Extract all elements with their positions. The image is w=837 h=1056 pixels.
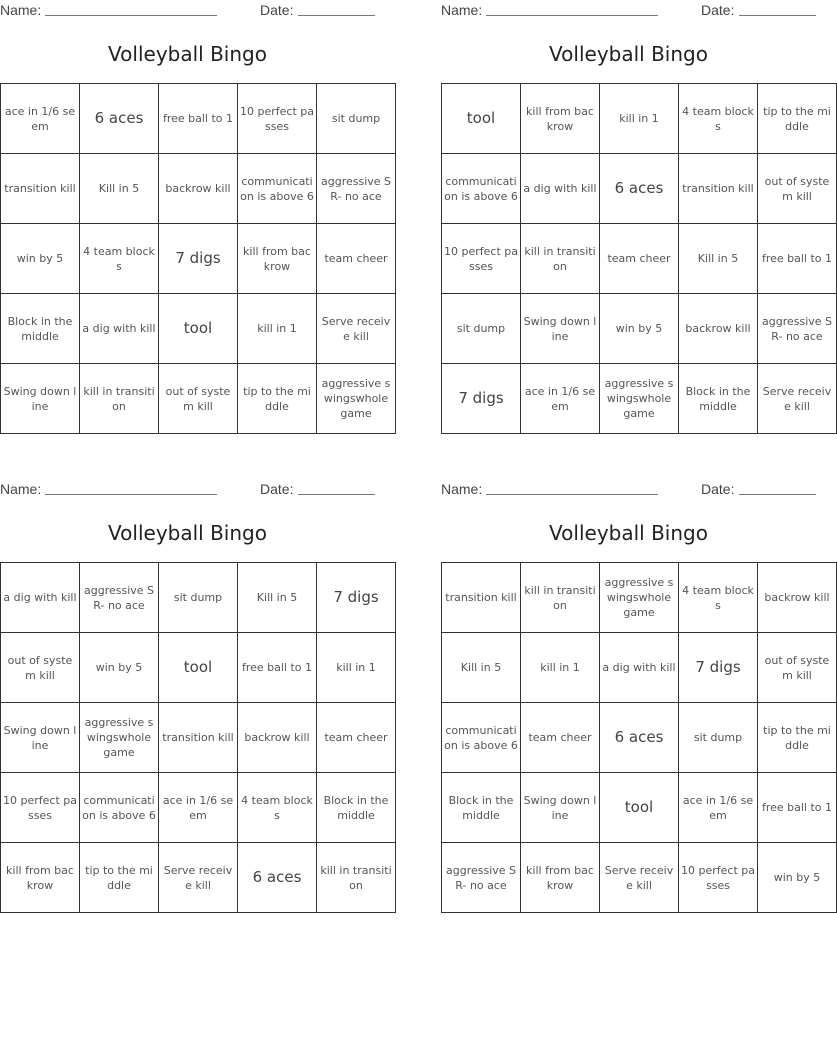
card-header [441,0,816,22]
date-blank-line[interactable] [298,15,375,16]
bingo-cell: kill in transition [317,843,396,913]
bingo-cell: free ball to 1 [159,84,238,154]
bingo-cell: 6 aces [80,84,159,154]
bingo-cell: Block in the middle [1,294,80,364]
bingo-cell: Serve receive kill [159,843,238,913]
bingo-row [1,154,396,224]
bingo-cell: out of system kill [758,633,837,703]
bingo-cell: tip to the middle [758,703,837,773]
date-label: Date: [701,2,735,18]
bingo-row [442,773,837,843]
name-label: Name: [0,481,42,497]
bingo-row [1,364,396,434]
bingo-row [442,843,837,913]
name-blank-line[interactable] [486,494,658,495]
card-header [441,479,816,501]
bingo-cell: aggressive swingswhole game [600,563,679,633]
bingo-row [442,703,837,773]
bingo-cell: Serve receive kill [758,364,837,434]
bingo-row [1,633,396,703]
bingo-cell: a dig with kill [80,294,159,364]
bingo-cell: 4 team blocks [679,563,758,633]
name-label: Name: [441,2,483,18]
bingo-card [441,479,833,892]
card-header [0,0,375,22]
bingo-cell: out of system kill [1,633,80,703]
bingo-cell: tip to the middle [80,843,159,913]
bingo-cell: 10 perfect passes [442,224,521,294]
bingo-cell: free ball to 1 [758,773,837,843]
bingo-row [1,84,396,154]
bingo-cell: Serve receive kill [317,294,396,364]
bingo-cell: a dig with kill [1,563,80,633]
bingo-cell: win by 5 [80,633,159,703]
bingo-cell: kill in 1 [600,84,679,154]
bingo-cell: kill in transition [521,563,600,633]
bingo-cell: kill from backrow [521,843,600,913]
bingo-cell: Swing down line [1,364,80,434]
bingo-cell: 10 perfect passes [679,843,758,913]
bingo-cell: team cheer [317,703,396,773]
bingo-cell: transition kill [1,154,80,224]
bingo-cell: 4 team blocks [238,773,317,843]
bingo-grid [441,83,837,434]
bingo-cell: free ball to 1 [238,633,317,703]
date-blank-line[interactable] [739,15,816,16]
bingo-cell: kill in 1 [238,294,317,364]
bingo-cell: sit dump [679,703,758,773]
bingo-cell: aggressive SR- no ace [317,154,396,224]
bingo-cell: Serve receive kill [600,843,679,913]
bingo-cell: Kill in 5 [80,154,159,224]
date-blank-line[interactable] [298,494,375,495]
bingo-grid [0,562,396,913]
bingo-row [1,563,396,633]
bingo-cell: kill in transition [521,224,600,294]
bingo-cell: ace in 1/6 seem [679,773,758,843]
bingo-cell: backrow kill [159,154,238,224]
bingo-cell: Kill in 5 [679,224,758,294]
name-label: Name: [441,481,483,497]
bingo-cell: 6 aces [238,843,317,913]
bingo-cell: team cheer [317,224,396,294]
bingo-cell: 7 digs [679,633,758,703]
bingo-cell: tool [600,773,679,843]
bingo-cell: Kill in 5 [238,563,317,633]
bingo-row [442,294,837,364]
bingo-cell: 4 team blocks [80,224,159,294]
bingo-cell: tip to the middle [238,364,317,434]
bingo-row [1,843,396,913]
bingo-row [1,224,396,294]
bingo-cell: Kill in 5 [442,633,521,703]
bingo-cell: transition kill [159,703,238,773]
bingo-cell: free ball to 1 [758,224,837,294]
bingo-cell: kill from backrow [521,84,600,154]
bingo-cell: communication is above 6 [238,154,317,224]
bingo-cell: kill in 1 [521,633,600,703]
bingo-row [1,294,396,364]
date-blank-line[interactable] [739,494,816,495]
bingo-cell: kill from backrow [238,224,317,294]
bingo-cell: sit dump [317,84,396,154]
bingo-row [442,563,837,633]
bingo-card [0,0,392,420]
bingo-cell: team cheer [600,224,679,294]
date-label: Date: [701,481,735,497]
bingo-cell: communication is above 6 [442,154,521,224]
bingo-cell: ace in 1/6 seem [521,364,600,434]
bingo-cell: transition kill [442,563,521,633]
bingo-cell: win by 5 [600,294,679,364]
name-blank-line[interactable] [45,494,217,495]
bingo-cell: Swing down line [521,294,600,364]
bingo-cell: 10 perfect passes [238,84,317,154]
bingo-cell: aggressive SR- no ace [80,563,159,633]
bingo-cell: Block in the middle [317,773,396,843]
bingo-cell: aggressive SR- no ace [758,294,837,364]
bingo-cell: sit dump [442,294,521,364]
bingo-row [1,773,396,843]
bingo-cell: kill in transition [80,364,159,434]
date-label: Date: [260,2,294,18]
bingo-row [442,224,837,294]
bingo-cell: 7 digs [159,224,238,294]
bingo-cell: backrow kill [238,703,317,773]
bingo-cell: backrow kill [758,563,837,633]
name-blank-line[interactable] [45,15,217,16]
card-title: Volleyball Bingo [108,42,267,66]
name-blank-line[interactable] [486,15,658,16]
bingo-cell: 6 aces [600,703,679,773]
bingo-grid [441,562,837,913]
bingo-card [441,0,833,420]
bingo-cell: communication is above 6 [442,703,521,773]
bingo-cell: ace in 1/6 seem [1,84,80,154]
bingo-cell: aggressive swingswhole game [600,364,679,434]
bingo-cell: tool [442,84,521,154]
bingo-cell: aggressive SR- no ace [442,843,521,913]
bingo-cell: 7 digs [442,364,521,434]
bingo-row [442,154,837,224]
bingo-cell: aggressive swingswhole game [317,364,396,434]
bingo-cell: kill in 1 [317,633,396,703]
bingo-cell: 7 digs [317,563,396,633]
bingo-cell: kill from backrow [1,843,80,913]
bingo-cell: win by 5 [1,224,80,294]
bingo-card [0,479,392,892]
bingo-cell: backrow kill [679,294,758,364]
bingo-cell: Block in the middle [679,364,758,434]
bingo-cell: out of system kill [159,364,238,434]
card-title: Volleyball Bingo [549,42,708,66]
bingo-cell: tool [159,633,238,703]
bingo-cell: transition kill [679,154,758,224]
bingo-row [442,84,837,154]
bingo-cell: a dig with kill [600,633,679,703]
date-label: Date: [260,481,294,497]
card-title: Volleyball Bingo [108,521,267,545]
bingo-grid [0,83,396,434]
name-label: Name: [0,2,42,18]
bingo-cell: ace in 1/6 seem [159,773,238,843]
bingo-cell: sit dump [159,563,238,633]
bingo-cell: win by 5 [758,843,837,913]
bingo-cell: a dig with kill [521,154,600,224]
bingo-row [1,703,396,773]
bingo-cell: Block in the middle [442,773,521,843]
bingo-row [442,364,837,434]
bingo-cell: aggressive swingswhole game [80,703,159,773]
bingo-cell: team cheer [521,703,600,773]
bingo-cell: communication is above 6 [80,773,159,843]
bingo-row [442,633,837,703]
bingo-cell: out of system kill [758,154,837,224]
card-header [0,479,375,501]
bingo-cell: Swing down line [521,773,600,843]
bingo-cell: Swing down line [1,703,80,773]
card-title: Volleyball Bingo [549,521,708,545]
bingo-cell: 6 aces [600,154,679,224]
bingo-cell: tip to the middle [758,84,837,154]
bingo-cell: 10 perfect passes [1,773,80,843]
bingo-cell: 4 team blocks [679,84,758,154]
bingo-cell: tool [159,294,238,364]
